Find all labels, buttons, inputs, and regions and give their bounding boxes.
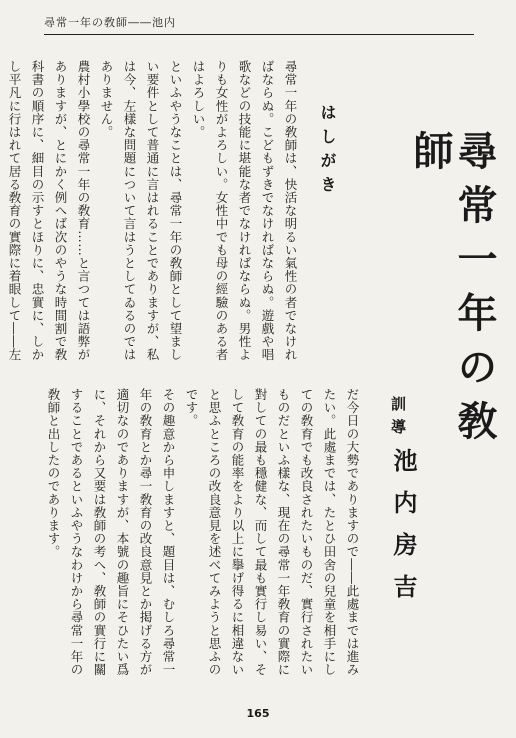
running-head: 尋常一年の敎師――池内 [44, 16, 176, 29]
article-title: 尋常一年の敎師 [407, 130, 498, 454]
page-number: 165 [246, 707, 270, 720]
paragraph: 尋常一年の敎師は、快活な明るい氣性の者でなければならぬ。こどもずきでなければならぬ。遊戲や唱歌などの技能に堪能な者でなければならぬ。男性よりも女性がよろしい。女性中でも母の經驗のある者はよろしい。 [191, 60, 298, 362]
section-heading: はしがき [318, 104, 337, 200]
paragraph: だ今日の大勢でありますので――此處までは進みたい。此處までは、たとひ田舍の兒童を相手にしての敎育でも改良されたいものだ、實行されたいものだといふ樣な、現在の尋常一年敎育の實際に對しての最も穩健な、而して最も實行し易い、そして敎育の能率をより以上に擧げ得るに相違ないと思ふところの改良意見を述べてみようと思ふのです。 [184, 388, 360, 677]
author-role: 訓導 [389, 396, 407, 442]
body-text-upper [0, 60, 302, 365]
paragraph: といふやうなことは、尋常一年の敎師として望ましい要件として普通に言はれることでありますが、私は今、左樣な問題について言はうとしてゐるのではありません。 [99, 60, 183, 362]
body-text-lower [42, 388, 364, 684]
author-name: 池内房吉 [389, 448, 418, 616]
header-rule [44, 34, 474, 35]
paragraph: 農村小學校の尋常一年の敎育……と言つては語弊がありますが、とにかく例へば次のやうな時間割で敎科書の順序に、細目の示すとほりに、忠實に、しかし平凡に行はれて居る敎育の實際に着眼して――左 [7, 60, 91, 362]
paragraph: その趣意から申しますと、題目は、むしろ尋常一年の敎育とか尋一敎育の改良意見とか掲げる方が適切なのでありますが、本號の趣旨にそひたい爲に、それから又要は敎師の考へ、敎師の實行に關することであるといふやうなわけから尋常一年の敎師と出したのであります。 [46, 388, 176, 677]
